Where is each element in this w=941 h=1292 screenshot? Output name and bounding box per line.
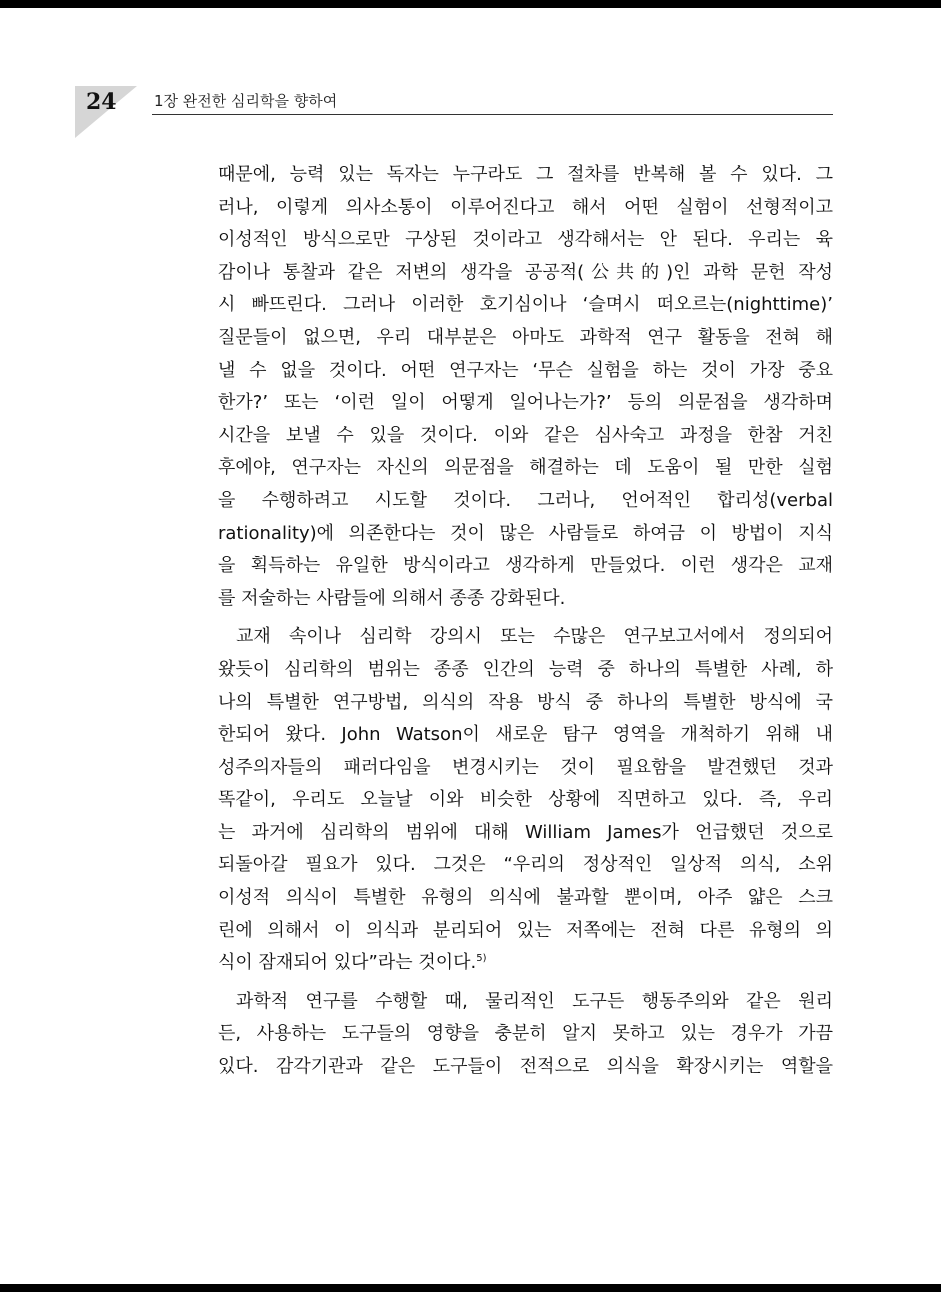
text-line: 왔듯이 심리학의 범위는 종종 인간의 능력 중 하나의 특별한 사례, 하 [218, 658, 833, 680]
text-line: 있다. 감각기관과 같은 도구들이 전적으로 의식을 확장시키는 역할을 [218, 1056, 833, 1078]
text-line: 낼 수 없을 것이다. 어떤 연구자는 ‘무슨 실험을 하는 것이 가장 중요 [218, 359, 833, 381]
text-line: 이성적인 방식으로만 구상된 것이라고 생각해서는 안 된다. 우리는 육 [218, 229, 833, 251]
text-line: 교재 속이나 심리학 강의시 또는 수많은 연구보고서에서 정의되어 [236, 626, 833, 648]
text-line: 이성적 의식이 특별한 유형의 의식에 불과할 뿐이며, 아주 얇은 스크 [218, 887, 833, 909]
text-line-content: 식이 잠재되어 있다”라는 것이다. [218, 952, 477, 974]
text-line: 질문들이 없으면, 우리 대부분은 아마도 과학적 연구 활동을 전혀 해 [218, 326, 833, 348]
text-line: rationality)에 의존한다는 것이 많은 사람들로 하여금 이 방법이 지식 [218, 522, 833, 544]
bottom-border [0, 1284, 941, 1292]
text-line: 을 획득하는 유일한 방식이라고 생각하게 만들었다. 이런 생각은 교재 [218, 555, 833, 577]
text-line: 든, 사용하는 도구들의 영향을 충분히 알지 못하고 있는 경우가 가끔 [218, 1023, 833, 1045]
body-text [218, 159, 833, 1084]
text-line: 린에 의해서 이 의식과 분리되어 있는 저쪽에는 전혀 다른 유형의 의 [218, 919, 833, 941]
running-head-chapter-title: 1장 완전한 심리학을 향하여 [154, 92, 338, 110]
text-line: 시간을 보낼 수 있을 것이다. 이와 같은 심사숙고 과정을 한참 거친 [218, 424, 833, 446]
footnote-ref: 5) [476, 953, 487, 965]
header-rule [152, 114, 833, 115]
paragraph-3 [218, 986, 833, 1084]
paragraph-2 [218, 621, 833, 980]
text-line-with-footnote [218, 947, 833, 980]
page-number: 24 [86, 89, 117, 115]
text-line: 를 저술하는 사람들에 의해서 종종 강화된다. [218, 587, 566, 609]
text-line: 감이나 통찰과 같은 저변의 생각을 공공적(公共的)인 과학 문헌 작성 [218, 261, 833, 283]
top-border [0, 0, 941, 8]
text-line: 한가?’ 또는 ‘이런 일이 어떻게 일어나는가?’ 등의 의문점을 생각하며 [218, 392, 833, 414]
paragraph-1 [218, 159, 833, 615]
text-line: 한되어 왔다. John Watson이 새로운 탐구 영역을 개척하기 위해 내 [218, 724, 833, 746]
text-line: 과학적 연구를 수행할 때, 물리적인 도구든 행동주의와 같은 원리 [236, 990, 833, 1012]
text-line: 똑같이, 우리도 오늘날 이와 비슷한 상황에 직면하고 있다. 즉, 우리 [218, 789, 833, 811]
text-line: 후에야, 연구자는 자신의 의문점을 해결하는 데 도움이 될 만한 실험 [218, 457, 833, 479]
text-line: 는 과거에 심리학의 범위에 대해 William James가 언급했던 것으로 [218, 821, 833, 843]
text-line: 성주의자들의 패러다임을 변경시키는 것이 필요함을 발견했던 것과 [218, 756, 833, 778]
text-line: 나의 특별한 연구방법, 의식의 작용 방식 중 하나의 특별한 방식에 국 [218, 691, 833, 713]
text-line: 되돌아갈 필요가 있다. 그것은 “우리의 정상적인 일상적 의식, 소위 [218, 854, 833, 876]
text-line: 러나, 이렇게 의사소통이 이루어진다고 해서 어떤 실험이 선형적이고 [218, 196, 833, 218]
text-line: 때문에, 능력 있는 독자는 누구라도 그 절차를 반복해 볼 수 있다. 그 [218, 164, 833, 185]
text-line: 시 빠뜨린다. 그러나 이러한 호기심이나 ‘슬며시 떠오르는(nighttime)’ [218, 294, 833, 316]
text-line: 을 수행하려고 시도할 것이다. 그러나, 언어적인 합리성(verbal [218, 489, 833, 511]
